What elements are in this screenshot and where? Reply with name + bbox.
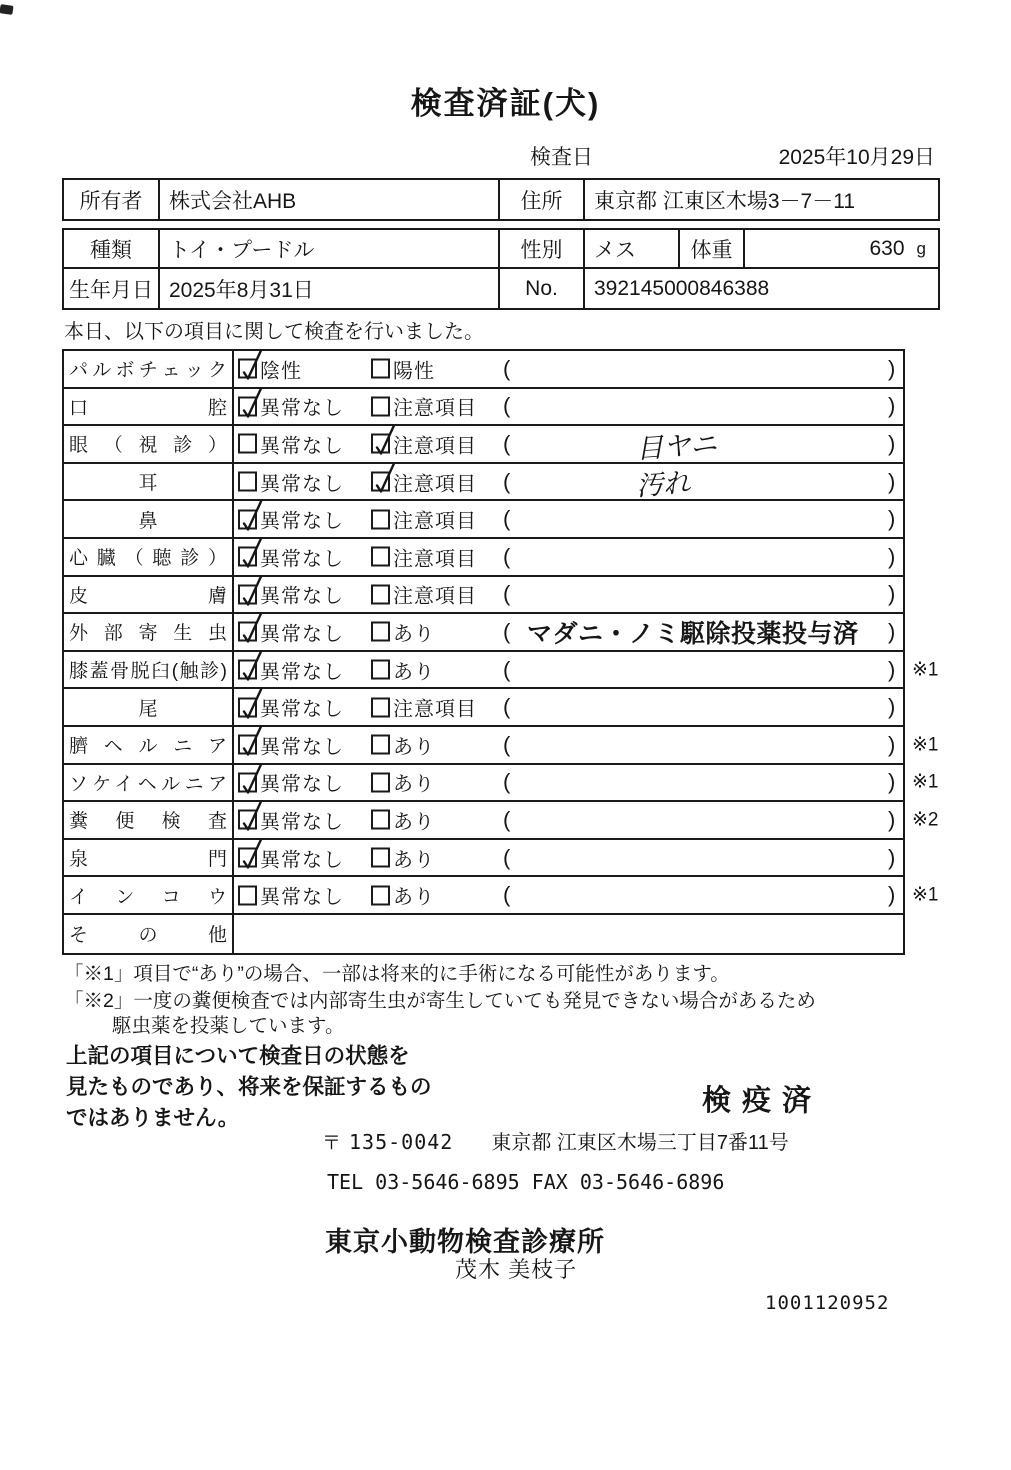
checklist-table <box>62 349 939 955</box>
open-paren: ( <box>503 430 511 456</box>
option-2-label: 注意項目 <box>393 548 477 571</box>
option-1 <box>238 655 344 684</box>
check-mark-icon <box>367 459 399 497</box>
option-1-label: 異常なし <box>260 510 344 533</box>
checkbox <box>238 547 257 567</box>
checkbox <box>371 660 390 680</box>
checklist-row <box>64 802 939 840</box>
checkbox <box>238 772 257 792</box>
checklist-row <box>64 840 903 878</box>
close-paren: ) <box>888 506 896 532</box>
checklist-row <box>64 765 939 803</box>
open-paren: ( <box>503 769 511 795</box>
option-2-label: 注意項目 <box>393 698 477 721</box>
exam-date-value: 2025年10月29日 <box>778 146 935 169</box>
option-1-label: 異常なし <box>260 736 344 759</box>
open-paren: ( <box>503 506 511 532</box>
quarantine-stamp: 検疫済 <box>702 1085 823 1117</box>
no-value: 392145000846388 <box>594 276 770 300</box>
open-paren: ( <box>503 731 511 757</box>
option-2 <box>371 655 435 684</box>
close-paren: ) <box>888 393 896 419</box>
option-2 <box>371 843 435 872</box>
checklist-item-label-cell <box>64 577 234 613</box>
option-2 <box>371 354 435 383</box>
checklist-item-label-cell <box>64 539 234 575</box>
option-2 <box>371 392 477 421</box>
checklist-item-label: 耳 <box>138 473 158 495</box>
open-paren: ( <box>503 882 511 908</box>
checkbox <box>371 359 390 379</box>
disclaimer-line-1: 上記の項目について検査日の状態を <box>66 1044 410 1068</box>
checklist-item-content <box>234 577 903 613</box>
checklist-item-label-cell <box>64 464 234 500</box>
birth-value: 2025年8月31日 <box>160 269 500 308</box>
checklist-item-label-cell <box>64 501 234 537</box>
option-2 <box>371 805 435 834</box>
option-1-label: 異常なし <box>260 773 344 796</box>
option-2 <box>371 881 435 910</box>
checkbox <box>238 848 257 868</box>
intro-text: 本日、以下の項目に関して検査を行いました。 <box>64 321 484 343</box>
check-mark-icon <box>234 722 266 760</box>
breed-value: トイ・プードル <box>160 230 500 267</box>
owner-label: 所有者 <box>64 180 160 219</box>
option-2 <box>371 768 435 797</box>
postal-mark-icon: 〒 <box>322 1133 342 1154</box>
checklist-row <box>64 727 939 765</box>
note-text: マダニ・ノミ駆除投薬投与済 <box>527 619 859 648</box>
option-1-label: 異常なし <box>260 661 344 684</box>
checklist-item-label-cell <box>64 389 234 425</box>
option-2-label: あり <box>393 849 435 872</box>
option-2-label: あり <box>393 811 435 834</box>
checklist-item-label-cell <box>64 802 234 838</box>
postal-code: 135-0042 <box>349 1130 454 1154</box>
option-1-label: 異常なし <box>260 397 344 420</box>
option-2-label: あり <box>393 661 435 684</box>
checklist-item-label-cell <box>64 426 234 462</box>
close-paren: ) <box>888 731 896 757</box>
close-paren: ) <box>888 468 896 494</box>
disclaimer-text <box>66 1041 486 1134</box>
option-1 <box>238 768 344 797</box>
check-mark-icon <box>234 647 266 685</box>
weight-value: 630 <box>869 236 905 260</box>
birth-no-row <box>64 269 938 308</box>
open-paren: ( <box>503 656 511 682</box>
option-2 <box>371 542 477 571</box>
document-number: 1001120952 <box>765 1292 890 1314</box>
animal-info-table <box>62 228 940 310</box>
checklist-item-content <box>234 877 939 913</box>
check-mark-icon <box>234 346 266 384</box>
checkbox <box>371 396 390 416</box>
close-paren: ) <box>888 806 896 832</box>
checklist-row <box>64 614 903 652</box>
option-1 <box>238 467 344 496</box>
checklist-item-label-cell <box>64 614 234 650</box>
checkbox <box>371 772 390 792</box>
no-label: No. <box>500 269 585 308</box>
close-paren: ) <box>888 694 896 720</box>
weight-unit: g <box>916 238 926 258</box>
checklist-item-content <box>234 351 903 387</box>
close-paren: ) <box>888 882 896 908</box>
option-2-label: あり <box>393 773 435 796</box>
checkbox <box>238 584 257 604</box>
exam-date-label: 検査日 <box>530 146 593 169</box>
open-paren: ( <box>503 581 511 607</box>
open-paren: ( <box>503 355 511 381</box>
checklist-item-label-cell <box>64 351 234 387</box>
checkbox <box>238 434 257 454</box>
clinic-address: 東京都 江東区木場三丁目7番11号 <box>491 1132 789 1154</box>
scan-artifact <box>0 4 14 15</box>
option-1-label: 異常なし <box>260 698 344 721</box>
close-paren: ) <box>888 430 896 456</box>
footnote-ref: ※2 <box>912 809 939 831</box>
checkbox <box>238 472 257 492</box>
close-paren: ) <box>888 769 896 795</box>
checklist-item-label: 皮膚 <box>69 585 227 607</box>
note-text: 目ヤニ <box>635 428 719 466</box>
option-1-label: 異常なし <box>260 849 344 872</box>
checklist-item-content <box>234 389 903 425</box>
checklist-item-label-cell <box>64 689 234 725</box>
checklist-item-label: 鼻 <box>138 510 158 532</box>
checklist-item-content <box>234 915 903 953</box>
open-paren: ( <box>503 844 511 870</box>
option-1-label: 異常なし <box>260 548 344 571</box>
open-paren: ( <box>503 694 511 720</box>
checklist-item-label: 糞便検査 <box>69 811 227 833</box>
option-1-label: 異常なし <box>260 435 344 458</box>
checklist-row <box>64 877 939 915</box>
checkbox <box>238 622 257 642</box>
checkbox <box>238 660 257 680</box>
option-1 <box>238 542 344 571</box>
address-value: 東京都 江東区木場3－7－11 <box>594 189 855 213</box>
checklist-item-label: 臍ヘルニア <box>69 736 227 758</box>
checklist-item-content <box>234 727 939 763</box>
checklist-row <box>64 426 903 464</box>
checkbox <box>371 735 390 755</box>
checkbox <box>371 509 390 529</box>
close-paren: ) <box>888 844 896 870</box>
checklist-item-label: インコウ <box>69 886 227 908</box>
option-2 <box>371 617 435 646</box>
option-2-label: 陽性 <box>393 360 435 383</box>
checklist-item-content <box>234 840 903 876</box>
checklist-item-label-cell <box>64 915 234 953</box>
checklist-row <box>64 915 903 953</box>
weight-value-cell <box>745 230 938 267</box>
option-1 <box>238 580 344 609</box>
open-paren: ( <box>503 543 511 569</box>
footnote-ref: ※1 <box>912 734 939 756</box>
address-label: 住所 <box>500 180 585 219</box>
close-paren: ) <box>888 543 896 569</box>
checklist-item-label-cell <box>64 840 234 876</box>
checkbox <box>238 509 257 529</box>
checklist-item-content <box>234 689 903 725</box>
checklist-row <box>64 577 903 615</box>
footnote-ref: ※1 <box>912 659 939 681</box>
checklist-item-label: 口腔 <box>69 397 227 419</box>
option-2-label: 注意項目 <box>393 435 477 458</box>
checkbox <box>238 396 257 416</box>
option-2-label: あり <box>393 886 435 909</box>
checkbox <box>238 735 257 755</box>
document-title: 検査済証(犬) <box>410 86 601 121</box>
open-paren: ( <box>503 468 511 494</box>
checklist-item-label: 泉門 <box>69 849 227 871</box>
checklist-item-content <box>234 464 903 500</box>
option-2-label: 注意項目 <box>393 510 477 533</box>
breed-sex-weight-row <box>64 230 938 269</box>
option-2-label: 注意項目 <box>393 397 477 420</box>
checklist-item-label-cell <box>64 652 234 688</box>
option-2 <box>371 505 477 534</box>
option-2 <box>371 467 477 496</box>
checklist-item-label: 外部寄生虫 <box>69 623 227 645</box>
option-1 <box>238 354 302 383</box>
checklist-item-content <box>234 539 903 575</box>
check-mark-icon <box>234 609 266 647</box>
checkbox <box>371 697 390 717</box>
checklist-item-label: 眼（視診） <box>69 435 227 457</box>
checklist-item-label: パルボチェック <box>69 360 227 382</box>
option-1-label: 陰性 <box>260 360 302 383</box>
check-mark-icon <box>367 421 399 459</box>
check-mark-icon <box>234 759 266 797</box>
option-1-label: 異常なし <box>260 623 344 646</box>
disclaimer-line-3: ではありません。 <box>66 1106 240 1130</box>
checkbox <box>371 848 390 868</box>
option-2-label: あり <box>393 736 435 759</box>
tel-fax-line: TEL 03-5646-6895 FAX 03-5646-6896 <box>327 1170 725 1194</box>
option-1-label: 異常なし <box>260 886 344 909</box>
option-1 <box>238 881 344 910</box>
checklist-row <box>64 464 903 502</box>
checklist-item-label-cell <box>64 877 234 913</box>
check-mark-icon <box>234 797 266 835</box>
checklist-item-label: 膝蓋骨脱臼(触診) <box>69 661 227 683</box>
check-mark-icon <box>234 383 266 421</box>
option-1 <box>238 843 344 872</box>
checklist-item-content <box>234 802 939 838</box>
checklist-rows <box>64 351 939 953</box>
open-paren: ( <box>503 618 511 644</box>
option-2-label: 注意項目 <box>393 585 477 608</box>
clinic-name: 東京小動物検査診療所 <box>325 1227 605 1257</box>
checklist-row <box>64 351 903 389</box>
option-2-label: 注意項目 <box>393 473 477 496</box>
option-2 <box>371 580 477 609</box>
checkbox <box>371 622 390 642</box>
sex-value: メス <box>585 230 680 267</box>
checkbox <box>371 547 390 567</box>
note-text: 汚れ <box>635 467 692 502</box>
close-paren: ) <box>888 355 896 381</box>
checkbox <box>371 584 390 604</box>
check-mark-icon <box>234 534 266 572</box>
close-paren: ) <box>888 656 896 682</box>
postal-address-line <box>322 1126 789 1155</box>
examiner-name: 茂木 美枝子 <box>455 1257 578 1282</box>
checkbox <box>371 810 390 830</box>
check-mark-icon <box>234 684 266 722</box>
option-1 <box>238 392 344 421</box>
birth-label: 生年月日 <box>64 269 160 308</box>
weight-label: 体重 <box>680 230 745 267</box>
owner-info-table <box>62 178 940 221</box>
footnote-2: 「※2」一度の糞便検査では内部寄生虫が寄生していても発見できない場合があるため <box>64 990 816 1012</box>
option-1 <box>238 505 344 534</box>
checklist-row <box>64 539 903 577</box>
checklist-item-content <box>234 501 903 537</box>
checklist-item-label-cell <box>64 765 234 801</box>
option-2 <box>371 693 477 722</box>
option-1-label: 異常なし <box>260 811 344 834</box>
close-paren: ) <box>888 618 896 644</box>
checklist-item-label-cell <box>64 727 234 763</box>
checkbox <box>371 434 390 454</box>
checklist-item-label: その他 <box>69 925 227 947</box>
checkbox <box>371 885 390 905</box>
breed-label: 種類 <box>64 230 160 267</box>
checklist-row <box>64 689 903 727</box>
footnote-ref: ※1 <box>912 771 939 793</box>
owner-row <box>64 180 938 219</box>
option-1 <box>238 805 344 834</box>
open-paren: ( <box>503 393 511 419</box>
checkbox <box>238 697 257 717</box>
checkbox <box>238 810 257 830</box>
option-1-label: 異常なし <box>260 585 344 608</box>
owner-value: 株式会社AHB <box>160 180 500 219</box>
check-mark-icon <box>234 835 266 873</box>
check-mark-icon <box>234 496 266 534</box>
footnote-2-continued: 駆虫薬を投薬しています。 <box>112 1015 345 1037</box>
checkbox <box>238 885 257 905</box>
option-1 <box>238 429 344 458</box>
check-mark-icon <box>234 571 266 609</box>
checklist-item-label: 尾 <box>138 698 158 720</box>
checklist-row <box>64 501 903 539</box>
checklist-row <box>64 652 939 690</box>
checklist-item-content <box>234 652 939 688</box>
disclaimer-line-2: 見たものであり、将来を保証するもの <box>66 1075 432 1099</box>
checklist-item-content <box>234 765 939 801</box>
option-1 <box>238 693 344 722</box>
sex-label: 性別 <box>500 230 585 267</box>
close-paren: ) <box>888 581 896 607</box>
option-2 <box>371 429 477 458</box>
footnote-1: 「※1」項目で“あり”の場合、一部は将来的に手術になる可能性があります。 <box>64 963 730 985</box>
checklist-item-content <box>234 614 903 650</box>
option-2 <box>371 730 435 759</box>
checklist-item-label: ソケイヘルニア <box>69 773 227 795</box>
checkbox <box>371 472 390 492</box>
option-1 <box>238 617 344 646</box>
footnote-ref: ※1 <box>912 884 939 906</box>
option-1-label: 異常なし <box>260 473 344 496</box>
checklist-item-content <box>234 426 903 466</box>
checklist-item-label: 心臓（聴診） <box>69 548 227 570</box>
option-2-label: あり <box>393 623 435 646</box>
option-1 <box>238 730 344 759</box>
checkbox <box>238 359 257 379</box>
checklist-row <box>64 389 903 427</box>
open-paren: ( <box>503 806 511 832</box>
